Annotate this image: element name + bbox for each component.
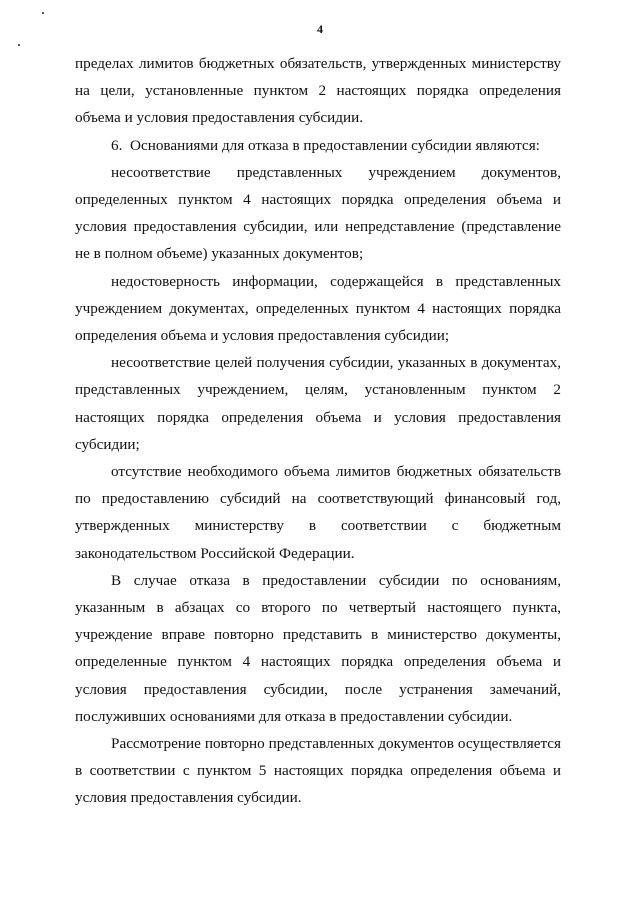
- paragraph-reason-no-limits: отсутствие необходимого объема лимитов бюджетных обязательств по предоставлению субсидий на соответствующий финансовый год, утвержденных министерству в соответствии с бюджетным законодательством Российской Федерации.: [75, 463, 561, 562]
- paragraph-item-6-heading: 6. Основаниями для отказа в предоставлении субсидии являются:: [111, 136, 540, 154]
- paragraph-resubmission: В случае отказа в предоставлении субсидии по основаниям, указанным в абзацах со второго по четвертый настоящего пункта, учреждение вправе повторно представить в министерство документы, определенные пунктом 4 настоящих порядка определения объема и условия предоставления субсидии, после устранения замечаний, послуживших основаниями для отказа в предоставлении субсидии.: [75, 571, 561, 725]
- paragraph-review: Рассмотрение повторно представленных документов осуществляется в соответствии с пунктом 5 настоящих порядка определения объема и условия предоставления субсидии.: [75, 735, 561, 807]
- page-number: 4: [317, 22, 323, 36]
- document-body: [75, 50, 561, 812]
- scan-speck: [42, 12, 44, 14]
- paragraph-reason-unreliable-info: недостоверность информации, содержащейся в представленных учреждением документах, определенных пунктом 4 настоящих порядка определения объема и условия предоставления субсидии;: [75, 272, 561, 345]
- paragraph-reason-goal-mismatch: несоответствие целей получения субсидии, указанных в документах, представленных учреждением, целям, установленным пунктом 2 настоящих порядка определения объема и условия предоставления субсидии;: [75, 354, 561, 453]
- paragraph-continuation: пределах лимитов бюджетных обязательств, утвержденных министерству на цели, установленные пунктом 2 настоящих порядка определения объема и условия предоставления субсидии.: [75, 55, 561, 127]
- paragraph-reason-noncompliance: несоответствие представленных учреждением документов, определенных пунктом 4 настоящих порядка определения объема и условия предоставления субсидии, или непредставление (представление не в полном объеме) указанных документов;: [75, 163, 561, 263]
- scan-speck: [18, 44, 20, 46]
